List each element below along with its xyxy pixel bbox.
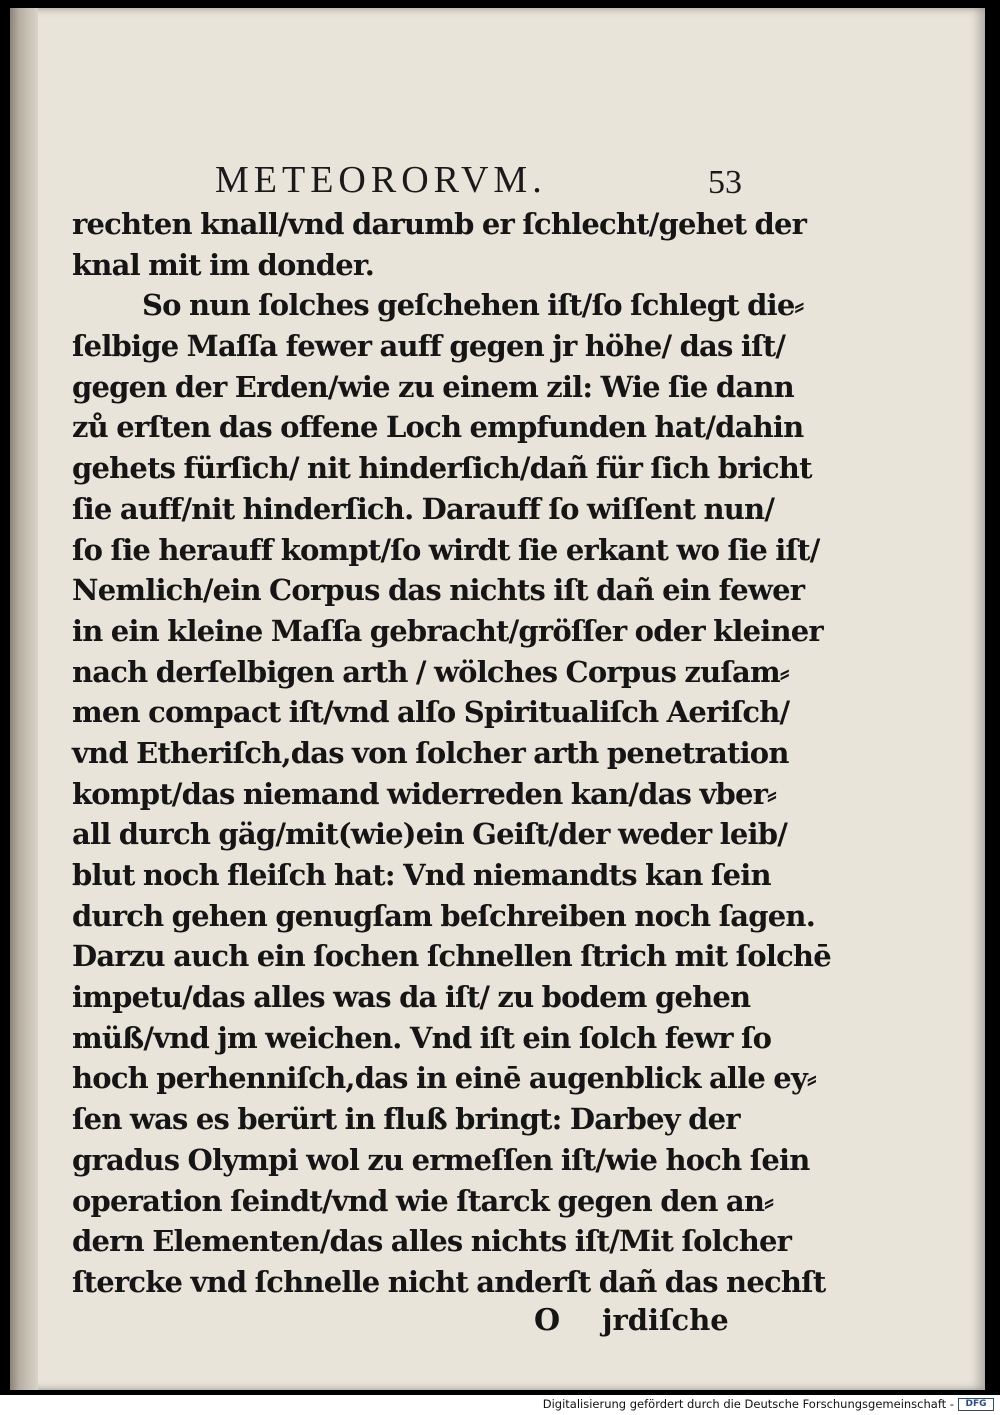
text-line: ſo ſie herauff kompt/ſo wirdt ſie erkant wo ſie iſt/ <box>72 532 820 567</box>
text-line: müß/vnd jm weichen. Vnd iſt ein ſolch fewr ſo <box>72 1020 772 1055</box>
text-line: So nun ſolches geſchehen iſt/ſo ſchlegt die⸗ <box>142 288 804 323</box>
text-line: in ein kleine Maſſa gebracht/gröſſer oder kleiner <box>72 613 823 648</box>
text-line: dern Elementen/das alles nichts iſt/Mit ſolcher <box>72 1224 792 1259</box>
text-line: kompt/das niemand widerreden kan/das vber⸗ <box>72 776 776 811</box>
text-line: Nemlich/ein Corpus das nichts iſt dañ ein fewer <box>72 573 805 608</box>
book-spine-edge <box>10 8 38 1390</box>
running-title: METEORORVM. <box>215 159 547 201</box>
text-line: ſtercke vnd ſchnelle nicht anderſt dañ das nechſt <box>72 1264 826 1299</box>
text-line: gegen der Erden/wie zu einem zil: Wie ſie dann <box>72 369 794 404</box>
text-line: durch gehen genugſam beſchreiben noch ſagen. <box>72 898 815 933</box>
text-line: gehets fürſich/ nit hinderſich/dañ für ſich bricht <box>72 451 812 486</box>
text-line: ſie auff/nit hinderſich. Darauff ſo wiſſent nun/ <box>72 491 775 526</box>
text-line: ſen was es berürt in fluß bringt: Darbey der <box>72 1102 740 1137</box>
text-line: blut noch fleiſch hat: Vnd niemandts kan ſein <box>72 858 771 892</box>
text-line: gradus Olympi wol zu ermeſſen iſt/wie hoch ſein <box>72 1142 810 1177</box>
text-line: ſelbige Maſſa fewer auff gegen jr höhe/ das iſt/ <box>72 329 786 364</box>
text-line: all durch gäg/mit(wie)ein Geiſt/der weder leib/ <box>72 817 788 852</box>
text-line: men compact iſt/vnd alſo Spiritualiſch Aeriſch/ <box>72 695 790 730</box>
text-line: impetu/das alles was da iſt/ zu bodem gehen <box>72 980 751 1015</box>
text-line: operation ſeindt/vnd wie ſtarck gegen den an⸗ <box>72 1183 774 1218</box>
book-page <box>10 8 985 1390</box>
funding-credit: Digitalisierung gefördert durch die Deutsche Forschungsgemeinschaft - <box>542 1397 954 1411</box>
text-line: knal mit im donder. <box>72 247 375 282</box>
text-block <box>72 204 831 1347</box>
text-line: vnd Etheriſch,das von ſolcher arth penetration <box>72 735 789 770</box>
page-number: 53 <box>708 164 742 201</box>
page-header <box>210 158 750 201</box>
signature-mark: O <box>534 1302 561 1338</box>
text-line: rechten knall/vnd darumb er ſchlecht/gehet der <box>72 207 807 241</box>
footer-bar <box>0 1395 1000 1415</box>
catchword-row <box>72 1303 752 1347</box>
text-line: hoch perhenniſch,das in einē augenblick alle ey⸗ <box>72 1061 816 1096</box>
text-line: Darzu auch ein ſochen ſchnellen ſtrich mit ſolchē <box>72 939 831 974</box>
text-line: zů erſten das offene Loch empfunden hat/dahin <box>72 410 804 445</box>
dfg-logo: DFG <box>958 1398 994 1411</box>
text-line: nach derſelbigen arth / wölches Corpus zuſam⸗ <box>72 654 789 689</box>
catchword: jrdiſche <box>602 1302 729 1337</box>
